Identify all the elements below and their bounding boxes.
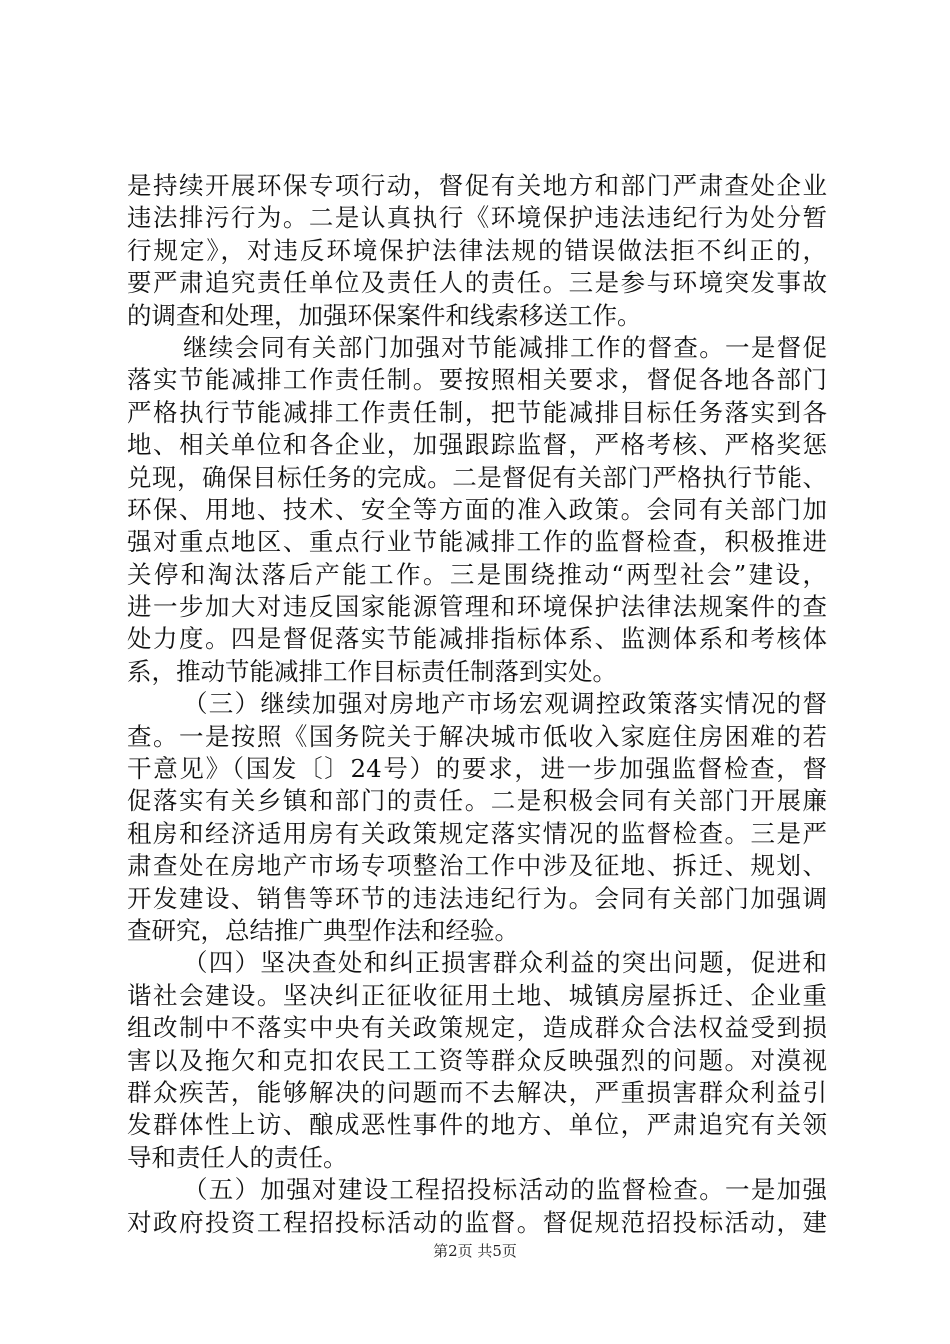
text-line: 查研究，总结推广典型作法和经验。 [127,915,519,945]
text-line: 谐社会建设。坚决纠正征收征用土地、城镇房屋拆迁、企业重 [127,980,827,1010]
text-line: 群众疾苦，能够解决的问题而不去解决，严重损害群众利益引 [127,1077,827,1107]
text-line: 兑现，确保目标任务的完成。二是督促有关部门严格执行节能、 [127,462,827,492]
text-line: 系，推动节能减排工作目标责任制落到实处。 [127,656,617,686]
text-line: 进一步加大对违反国家能源管理和环境保护法律法规案件的查 [127,592,827,622]
text-line: 落实节能减排工作责任制。要按照相关要求，督促各地各部门 [127,365,827,395]
text-line: 强对重点地区、重点行业节能减排工作的监督检查，积极推进 [127,527,827,557]
text-line: 租房和经济适用房有关政策规定落实情况的监督检查。三是严 [127,818,827,848]
text-line: 地、相关单位和各企业，加强跟踪监督，严格考核、严格奖惩 [127,430,827,460]
text-line: 违法排污行为。二是认真执行《环境保护违法违纪行为处分暂 [127,203,827,233]
text-line: 导和责任人的责任。 [127,1142,348,1172]
text-line: （四）坚决查处和纠正损害群众利益的突出问题，促进和 [183,948,827,978]
text-line: 严格执行节能减排工作责任制，把节能减排目标任务落实到各 [127,397,827,427]
text-line: 查。一是按照《国务院关于解决城市低收入家庭住房困难的若 [127,721,827,751]
text-line: 行规定》，对违反环境保护法律法规的错误做法拒不纠正的， [127,235,827,265]
text-line: 开发建设、销售等环节的违法违纪行为。会同有关部门加强调 [127,883,827,913]
text-line: 关停和淘汰落后产能工作。三是围绕推动“两型社会”建设， [127,559,827,589]
text-line: 要严肃追究责任单位及责任人的责任。三是参与环境突发事故 [127,268,827,298]
text-line: 继续会同有关部门加强对节能减排工作的督查。一是督促 [183,332,827,362]
text-line: （三）继续加强对房地产市场宏观调控政策落实情况的督 [183,689,827,719]
text-line: 组改制中不落实中央有关政策规定，造成群众合法权益受到损 [127,1013,827,1043]
text-line: 的调查和处理，加强环保案件和线索移送工作。 [127,300,642,330]
text-line: 害以及拖欠和克扣农民工工资等群众反映强烈的问题。对漠视 [127,1045,827,1075]
text-line: 发群体性上访、酿成恶性事件的地方、单位，严肃追究有关领 [127,1110,827,1140]
text-line: 是持续开展环保专项行动，督促有关地方和部门严肃查处企业 [127,171,827,200]
text-line: 促落实有关乡镇和部门的责任。二是积极会同有关部门开展廉 [127,786,827,816]
document-body [127,170,827,1239]
text-line: 对政府投资工程招投标活动的监督。督促规范招投标活动，建 [127,1207,827,1237]
text-line: 处力度。四是督促落实节能减排指标体系、监测体系和考核体 [127,624,827,654]
text-line: 环保、用地、技术、安全等方面的准入政策。会同有关部门加 [127,494,827,524]
page-footer: 第2页 共5页 [433,1242,517,1260]
text-line: （五）加强对建设工程招投标活动的监督检查。一是加强 [183,1175,827,1205]
text-line: 肃查处在房地产市场专项整治工作中涉及征地、拆迁、规划、 [127,851,827,881]
text-line: 干意见》（国发〔〕24号）的要求，进一步加强监督检查，督 [127,754,827,784]
